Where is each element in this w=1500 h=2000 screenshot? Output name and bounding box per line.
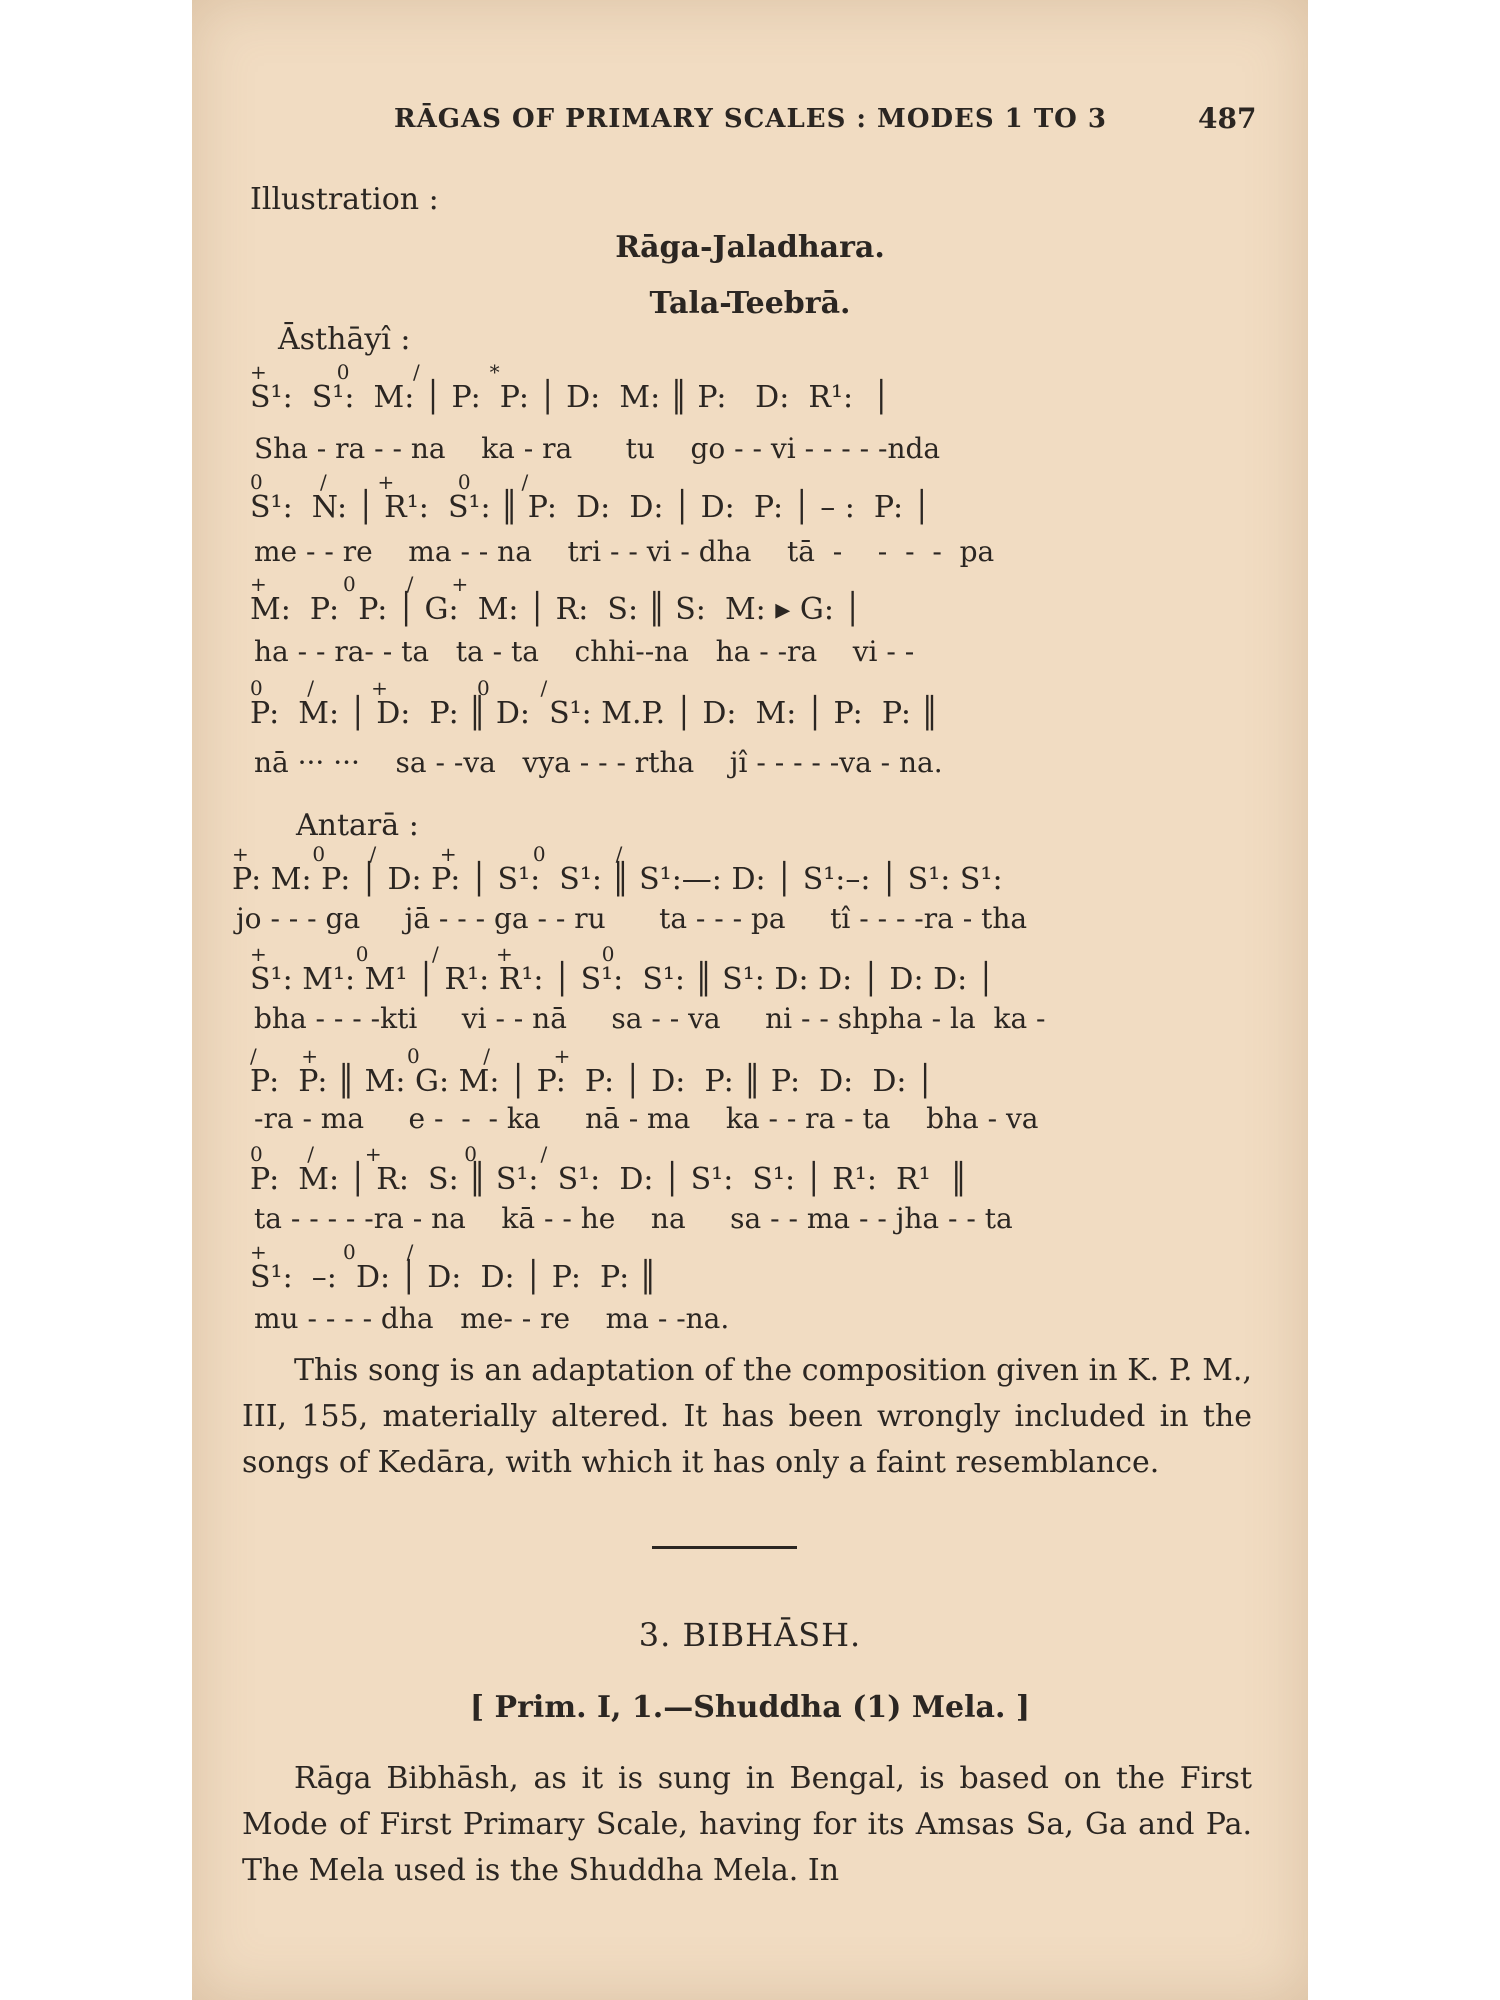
mela-subheading: [ Prim. I, 1.—Shuddha (1) Mela. ] — [469, 1690, 1031, 1725]
notation-marks: + 0 / + 0 / — [232, 842, 623, 866]
notation-line: S¹: S¹: M: │ P: P: │ D: M: ║ P: D: R¹: │ — [250, 380, 891, 415]
section-heading: 3. BIBHĀSH. — [638, 1616, 862, 1654]
notation-line: M: P: P: │ G: M: │ R: S: ║ S: M: ▸ G: │ — [250, 592, 862, 627]
notation-line: P: M: │ D: P: ║ D: S¹: M.P. │ D: M: │ P: P: ║ — [250, 696, 939, 731]
raga-title: Rāga-Jaladhara. — [615, 230, 885, 265]
notation-marks: + 0 / + — [250, 572, 469, 596]
page-header — [192, 100, 1308, 140]
notation-line: P: M: │ R: S: ║ S¹: S¹: D: │ S¹: S¹: │ R¹: R¹ ║ — [250, 1162, 968, 1197]
lyric-line: me - - re ma - - na tri - - vi - dha tā - - - - pa — [254, 535, 995, 568]
notation-line: P: M: P: │ D: P: │ S¹: S¹: ║ S¹:—: D: │ S¹:–: │ S¹: S¹: — [232, 862, 1003, 897]
lyric-line: -ra - ma e - - - ka nā - ma ka - - ra - ta bha - va — [254, 1102, 1039, 1135]
commentary-paragraph: This song is an adaptation of the composition given in K. P. M., III, 155, materially altered. It has been wrongly included in the songs of Kedāra, with which it has only a faint resemblance. — [242, 1353, 1252, 1480]
lyric-line: ha - - ra- - ta ta - ta chhi--na ha - -ra vi - - — [254, 635, 915, 668]
notation-marks: + 0 / + 0 — [250, 942, 615, 966]
notation-marks: + 0 / — [250, 1240, 414, 1264]
notation-marks: + 0 / * — [250, 360, 500, 384]
antara-label: Antarā : — [296, 808, 419, 843]
book-page — [192, 0, 1308, 2000]
lyric-line: bha - - - -kti vi - - nā sa - - va ni - - shpha - la ka - — [254, 1002, 1046, 1035]
asthayi-label: Āsthāyî : — [278, 322, 411, 357]
notation-line: S¹: M¹: M¹ │ R¹: R¹: │ S¹: S¹: ║ S¹: D: D: │ D: D: │ — [250, 962, 995, 997]
section-divider — [652, 1546, 797, 1549]
tala-title: Tala-Teebrā. — [649, 286, 851, 321]
page-number: 487 — [1198, 102, 1257, 135]
illustration-label: Illustration : — [250, 182, 439, 217]
notation-marks: 0 / + 0 / — [250, 676, 548, 700]
notation-line: S¹: –: D: │ D: D: │ P: P: ║ — [250, 1260, 657, 1295]
running-head: RĀGAS OF PRIMARY SCALES : MODES 1 TO 3 — [394, 104, 1107, 134]
lyric-line: jo - - - ga jā - - - ga - - ru ta - - - pa tî - - - -ra - tha — [236, 902, 1028, 935]
lyric-line: ta - - - - -ra - na kā - - he na sa - - ma - - jha - - ta — [254, 1202, 1013, 1235]
notation-line: S¹: N: │ R¹: S¹: ║ P: D: D: │ D: P: │ – : P: │ — [250, 490, 931, 525]
lyric-line: mu - - - - dha me- - re ma - -na. — [254, 1302, 730, 1335]
notation-marks: 0 / + 0 / — [250, 470, 529, 494]
notation-marks: / + 0 / + — [250, 1044, 571, 1068]
notation-line: P: P: ║ M: G: M: │ P: P: │ D: P: ║ P: D: D: │ — [250, 1064, 935, 1099]
lyric-line: nā ··· ··· sa - -va vya - - - rtha jî - - - - -va - na. — [254, 746, 943, 779]
notation-marks: 0 / + 0 / — [250, 1142, 548, 1166]
section-paragraph: Rāga Bibhāsh, as it is sung in Bengal, is based on the First Mode of First Primary Scale, having for its Amsas Sa, Ga and Pa. The Mela used is the Shuddha Mela. In — [242, 1761, 1252, 1888]
lyric-line: Sha - ra - - na ka - ra tu go - - vi - - - - -nda — [254, 432, 941, 465]
